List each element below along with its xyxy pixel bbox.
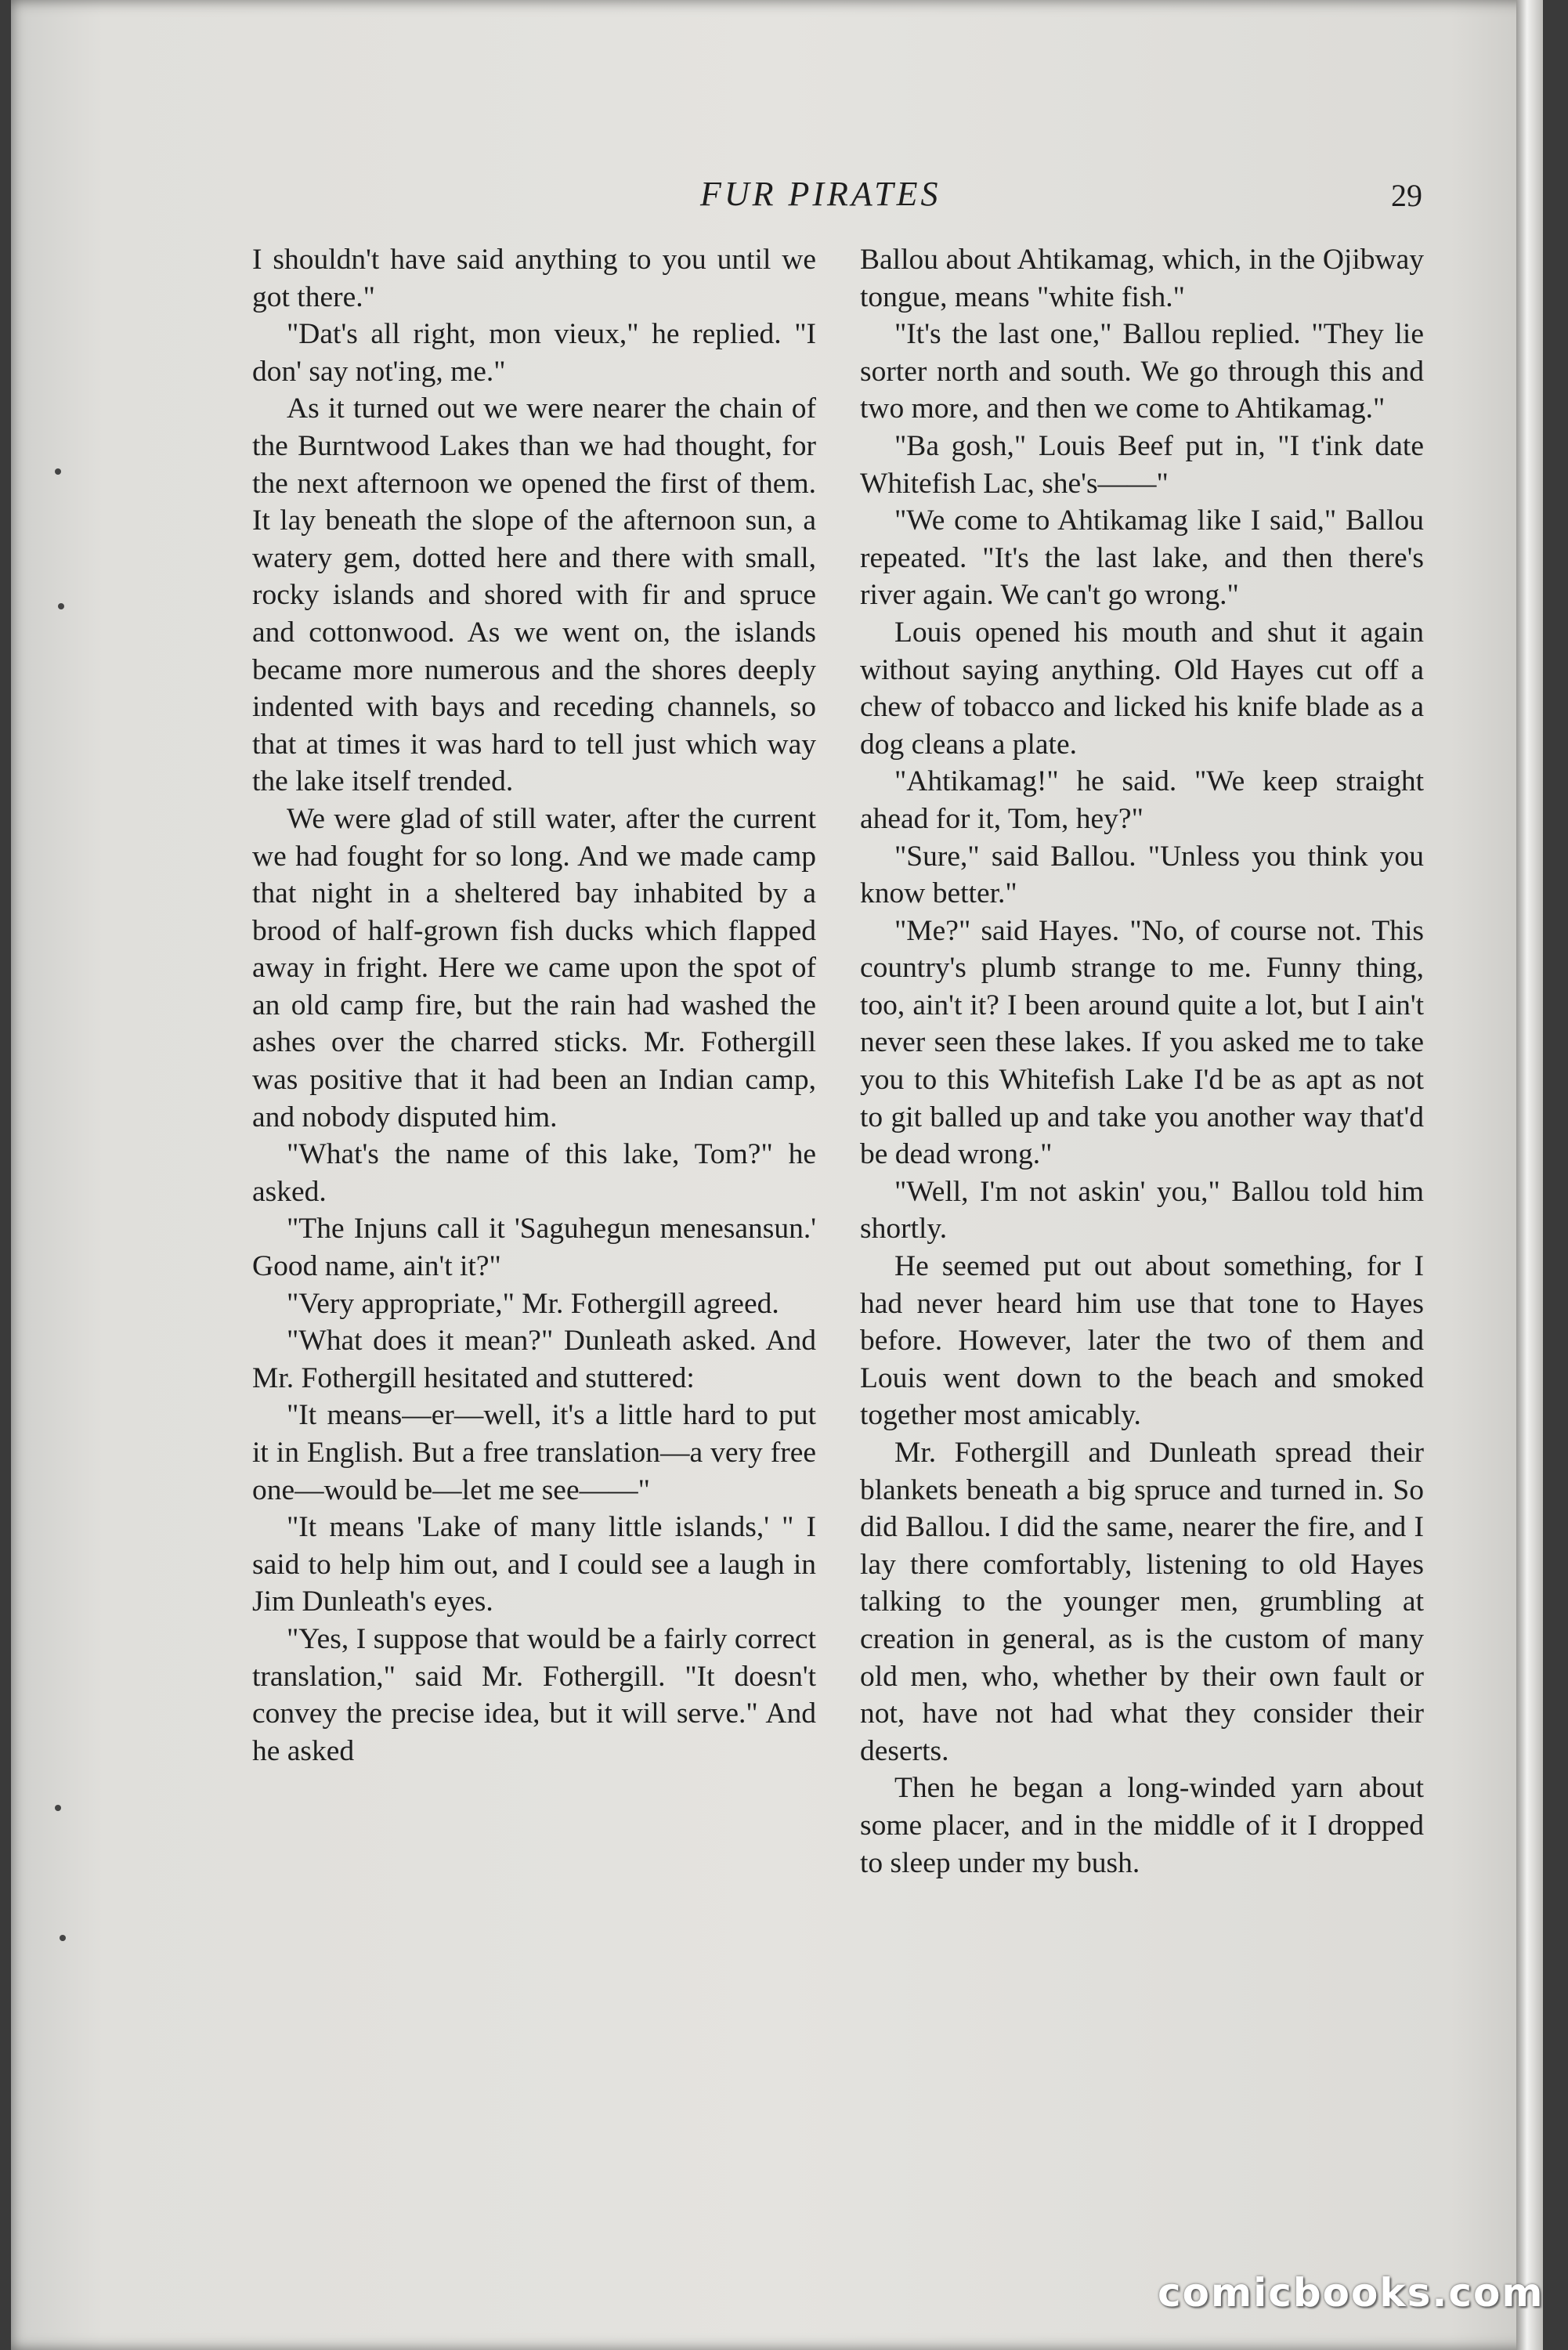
paragraph: "It's the last one," Ballou replied. "They lie sorter north and south. We go through this and two more, and then we come to Ahtikamag.": [860, 318, 1424, 425]
binding-hole: [55, 1805, 61, 1811]
paragraph: Mr. Fothergill and Dunleath spread their blankets beneath a big spruce and turned in. So did Ballou. I did the same, nearer the fire, and I lay there comfortably, listening to old Hayes talking to the younger men, grumbling at creation in general, as is the custom of many old men, who, whether by their own fault or not, have not had what they consider their deserts.: [860, 1437, 1424, 1767]
paragraph: Then he began a long-winded yarn about some placer, and in the middle of it I dropped to sleep under my bush.: [860, 1772, 1424, 1879]
binding-hole: [55, 468, 61, 475]
paragraph: "It means—er—well, it's a little hard to put it in English. But a free translation—a very free one—would be—let me see——": [252, 1399, 816, 1506]
paragraph: Ballou about Ahtikamag, which, in the Ojibway tongue, means "white fish.": [860, 244, 1424, 313]
paragraph: "Very appropriate," Mr. Fothergill agreed.: [287, 1287, 779, 1320]
paragraph: "We come to Ahtikamag like I said," Ballou repeated. "It's the last lake, and then there's river again. We can't go wrong.": [860, 504, 1424, 612]
binding-hole: [58, 603, 64, 609]
paragraph: "The Injuns call it 'Saguhegun menesansun.' Good name, ain't it?": [252, 1213, 816, 1283]
paragraph: "What does it mean?" Dunleath asked. And Mr. Fothergill hesitated and stuttered:: [252, 1325, 816, 1394]
paragraph: "Sure," said Ballou. "Unless you think you know better.": [860, 840, 1424, 910]
paragraph: As it turned out we were nearer the chain of the Burntwood Lakes than we had thought, for the next afternoon we opened the first of them. It lay beneath the slope of the afternoon sun, a watery gem, dotted here and there with small, rocky islands and shored with fir and spruce and cottonwood. As we went on, the islands became more numerous and the shores deeply indented with bays and receding channels, so that at times it was hard to tell just which way the lake itself trended.: [252, 392, 816, 798]
paragraph: "Yes, I suppose that would be a fairly correct translation," said Mr. Fothergill. "It doesn't convey the precise idea, but it will serve." And he asked: [252, 1622, 816, 1767]
paragraph: "Well, I'm not askin' you," Ballou told him shortly.: [860, 1175, 1424, 1246]
paragraph: "Ba gosh," Louis Beef put in, "I t'ink date Whitefish Lac, she's——": [860, 429, 1424, 500]
page-number: 29: [1391, 178, 1422, 213]
running-header: [11, 174, 1543, 218]
paragraph: "Ahtikamag!" he said. "We keep straight ahead for it, Tom, hey?": [860, 765, 1424, 835]
paragraph: He seemed put out about something, for I had never heard him use that tone to Hayes before. However, later the two of them and Louis went down to the beach and smoked together most amicably.: [860, 1250, 1424, 1432]
page-edge: [1516, 0, 1543, 2350]
paragraph: "Me?" said Hayes. "No, of course not. This country's plumb strange to me. Funny thing, too, ain't it? I been around quite a lot, but I ain't never seen these lakes. If you asked me to take you to this Whitefish Lake I'd be as apt as not to git balled up and take you another way that'd be dead wrong.": [860, 914, 1424, 1171]
book-page: [11, 0, 1543, 2350]
paragraph: "It means 'Lake of many little islands,' " I said to help him out, and I could see a laugh in Jim Dunleath's eyes.: [252, 1511, 816, 1618]
paragraph: Louis opened his mouth and shut it again without saying anything. Old Hayes cut off a chew of tobacco and licked his knife blade as a dog cleans a plate.: [860, 616, 1424, 761]
paragraph: I shouldn't have said anything to you until we got there.": [252, 244, 816, 313]
paragraph: "What's the name of this lake, Tom?" he asked.: [252, 1138, 816, 1208]
site-watermark: comicbooks.com: [1158, 2270, 1545, 2316]
running-title: FUR PIRATES: [700, 175, 941, 213]
binding-hole: [60, 1935, 66, 1941]
right-column: [860, 241, 1424, 1882]
paragraph: We were glad of still water, after the current we had fought for so long. And we made camp that night in a sheltered bay inhabited by a brood of half-grown fish ducks which flapped away in fright. Here we came upon the spot of an old camp fire, but the rain had washed the ashes over the charred sticks. Mr. Fothergill was positive that it had been an Indian camp, and nobody disputed him.: [252, 802, 816, 1133]
left-column: [252, 241, 816, 1770]
paragraph: "Dat's all right, mon vieux," he replied. "I don' say not'ing, me.": [252, 318, 816, 388]
